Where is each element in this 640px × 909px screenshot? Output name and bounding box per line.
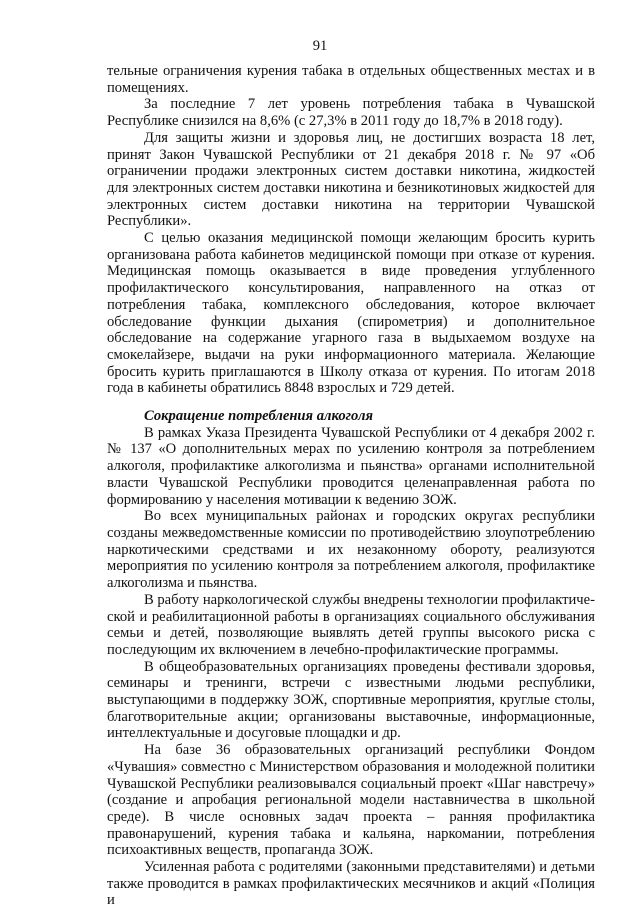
- paragraph-narcology: В работу наркологической службы внедрены технологии профилактической и реабилитационной работы в организациях социального обслуживания семьи и детей, позволяющие выявлять детей группы высокого риска с последующим их включением в лечебно-профилактические программы.: [107, 591, 595, 658]
- body-text: [107, 63, 595, 909]
- paragraph-cessation-help: С целью оказания медицинской помощи желающим бросить курить организована работа кабинетов медицинской помощи при отказе от курения. Медицинская помощь оказывается в виде проведения углубленного профилактического консультирования, направленного на отказ от потребления табака, комплексного обследования, которое включает обследование функции дыхания (спирометрия) и дополнительное обследование на содержание угарного газа в выдыхаемом воздухе на смокелайзере, выдачи на руки информационного материала. Желающие бросить курить приглашаются в Школу отказа от курения. По итогам 2018 года в кабинеты обратились 8848 взрослых и 729 детей.: [107, 230, 595, 397]
- paragraph-decree: В рамках Указа Президента Чувашской Республики от 4 декабря 2002 г. № 137 «О дополнительных мерах по усилению контроля за потреблением алкоголя, профилактике алкоголизма и пьянства» органами исполнительной власти Чувашской Республики проводится целенаправленная работа по формированию у населения мотивации к ведению ЗОЖ.: [107, 424, 595, 508]
- paragraph-commissions: Во всех муниципальных районах и городских округах республики созданы межведомственные комиссии по противодействию злоупотреблению наркотическими средствами и их незаконному обороту, реализуются мероприятия по усилению контроля за потреблением алкоголя, профилактике алкоголизма и пьянства.: [107, 508, 595, 592]
- paragraph-tobacco-rate: За последние 7 лет уровень потребления табака в Чувашской Республике снизился на 8,6% (с 27,3% в 2011 году до 18,7% в 2018 году).: [107, 96, 595, 130]
- page-number: 91: [312, 38, 328, 54]
- paragraph-parents: Усиленная работа с родителями (законными представителями) и детьми также проводится в рамках профилактических месячников и акций «Полиция и: [107, 859, 595, 909]
- section-heading-alcohol: Сокращение потребления алкоголя: [144, 408, 373, 425]
- paragraph-project: На базе 36 образовательных организаций республики Фондом «Чувашия» совместно с Министерством образования и молодежной политики Чувашской Республики реализовывался социальный проект «Шаг навстречу» (создание и апробация региональной модели наставничества в школьной среде). В числе основных задач проекта – ранняя профилактика правонарушений, курения табака и кальяна, наркомании, потребления психоактивных веществ, пропаганда ЗОЖ.: [107, 742, 595, 859]
- paragraph-continuation: тельные ограничения курения табака в отдельных общественных местах и в помещениях.: [107, 63, 595, 96]
- paragraph-law: Для защиты жизни и здоровья лиц, не достигших возраста 18 лет, принят Закон Чувашской Республики от 21 декабря 2018 г. № 97 «Об ограничении продажи электронных систем доставки никотина, жидкостей для электронных систем доставки никотина и безникотиновых жидкостей для электронных систем доставки никотина на территории Чувашской Республики».: [107, 129, 595, 230]
- paragraph-schools: В общеобразовательных организациях проведены фестивали здоровья, семинары и тренинги, встречи с известными людьми республики, выступающими в поддержку ЗОЖ, спортивные мероприятия, круглые столы, благотворительные акции; организованы выставочные, информационные, интеллектуальные и досуговые площадки и др.: [107, 658, 595, 742]
